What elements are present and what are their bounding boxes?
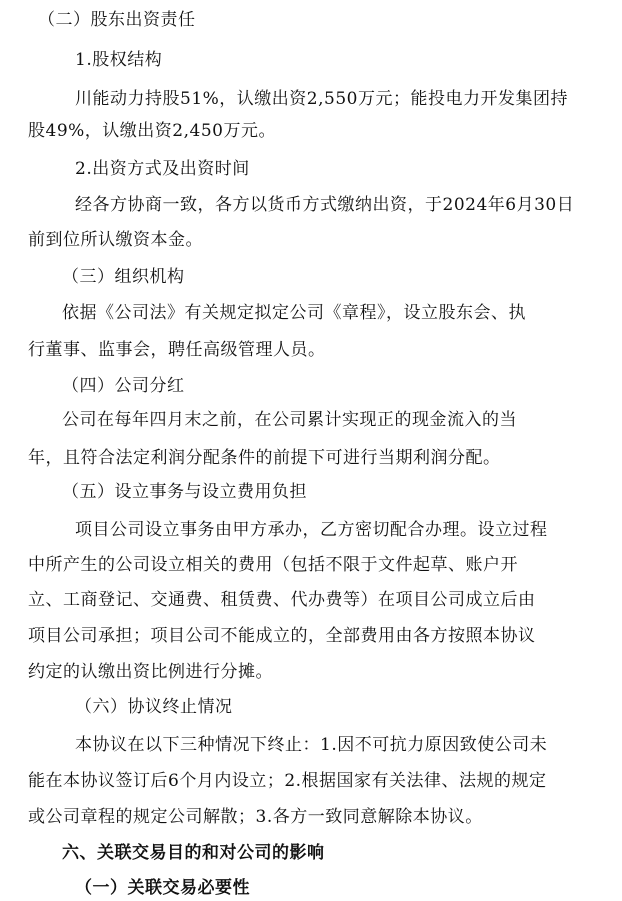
section-heading-dividends: （四）公司分红	[62, 376, 185, 396]
section-heading-necessity: （一）关联交易必要性	[75, 878, 250, 898]
paragraph-line: 本协议在以下三种情况下终止：1.因不可抗力原因致使公司未	[75, 735, 548, 755]
paragraph-line: 或公司章程的规定公司解散；3.各方一致同意解除本协议。	[28, 807, 483, 827]
subheading-contribution-method: 2.出资方式及出资时间	[75, 159, 250, 179]
paragraph-line: 川能动力持股51%，认缴出资2,550万元；能投电力开发集团持	[75, 89, 568, 109]
paragraph-line: 依据《公司法》有关规定拟定公司《章程》，设立股东会、执	[62, 303, 526, 323]
paragraph-line: 前到位所认缴资本金。	[28, 230, 203, 250]
paragraph-line: 项目公司承担；项目公司不能成立的，全部费用由各方按照本协议	[28, 626, 536, 646]
subheading-equity-structure: 1.股权结构	[75, 50, 163, 70]
section-heading-termination: （六）协议终止情况	[75, 697, 233, 717]
paragraph-line: 股49%，认缴出资2,450万元。	[28, 121, 276, 141]
paragraph-line: 年，且符合法定利润分配条件的前提下可进行当期利润分配。	[28, 448, 501, 468]
paragraph-line: 中所产生的公司设立相关的费用（包括不限于文件起草、账户开	[28, 555, 518, 575]
section-heading-shareholder-contribution: （二）股东出资责任	[38, 10, 196, 30]
paragraph-line: 经各方协商一致，各方以货币方式缴纳出资，于2024年6月30日	[75, 195, 575, 215]
paragraph-line: 行董事、监事会，聘任高级管理人员。	[28, 340, 326, 360]
paragraph-line: 公司在每年四月末之前，在公司累计实现正的现金流入的当	[62, 410, 517, 430]
paragraph-line: 立、工商登记、交通费、租赁费、代办费等）在项目公司成立后由	[28, 590, 536, 610]
paragraph-line: 项目公司设立事务由甲方承办，乙方密切配合办理。设立过程	[75, 520, 548, 540]
section-heading-organization: （三）组织机构	[62, 267, 185, 287]
section-heading-establishment-costs: （五）设立事务与设立费用负担	[62, 482, 307, 502]
paragraph-line: 能在本协议签订后6个月内设立；2.根据国家有关法律、法规的规定	[28, 771, 547, 791]
chapter-heading-related-transaction: 六、关联交易目的和对公司的影响	[62, 843, 325, 863]
paragraph-line: 约定的认缴出资比例进行分摊。	[28, 662, 273, 682]
